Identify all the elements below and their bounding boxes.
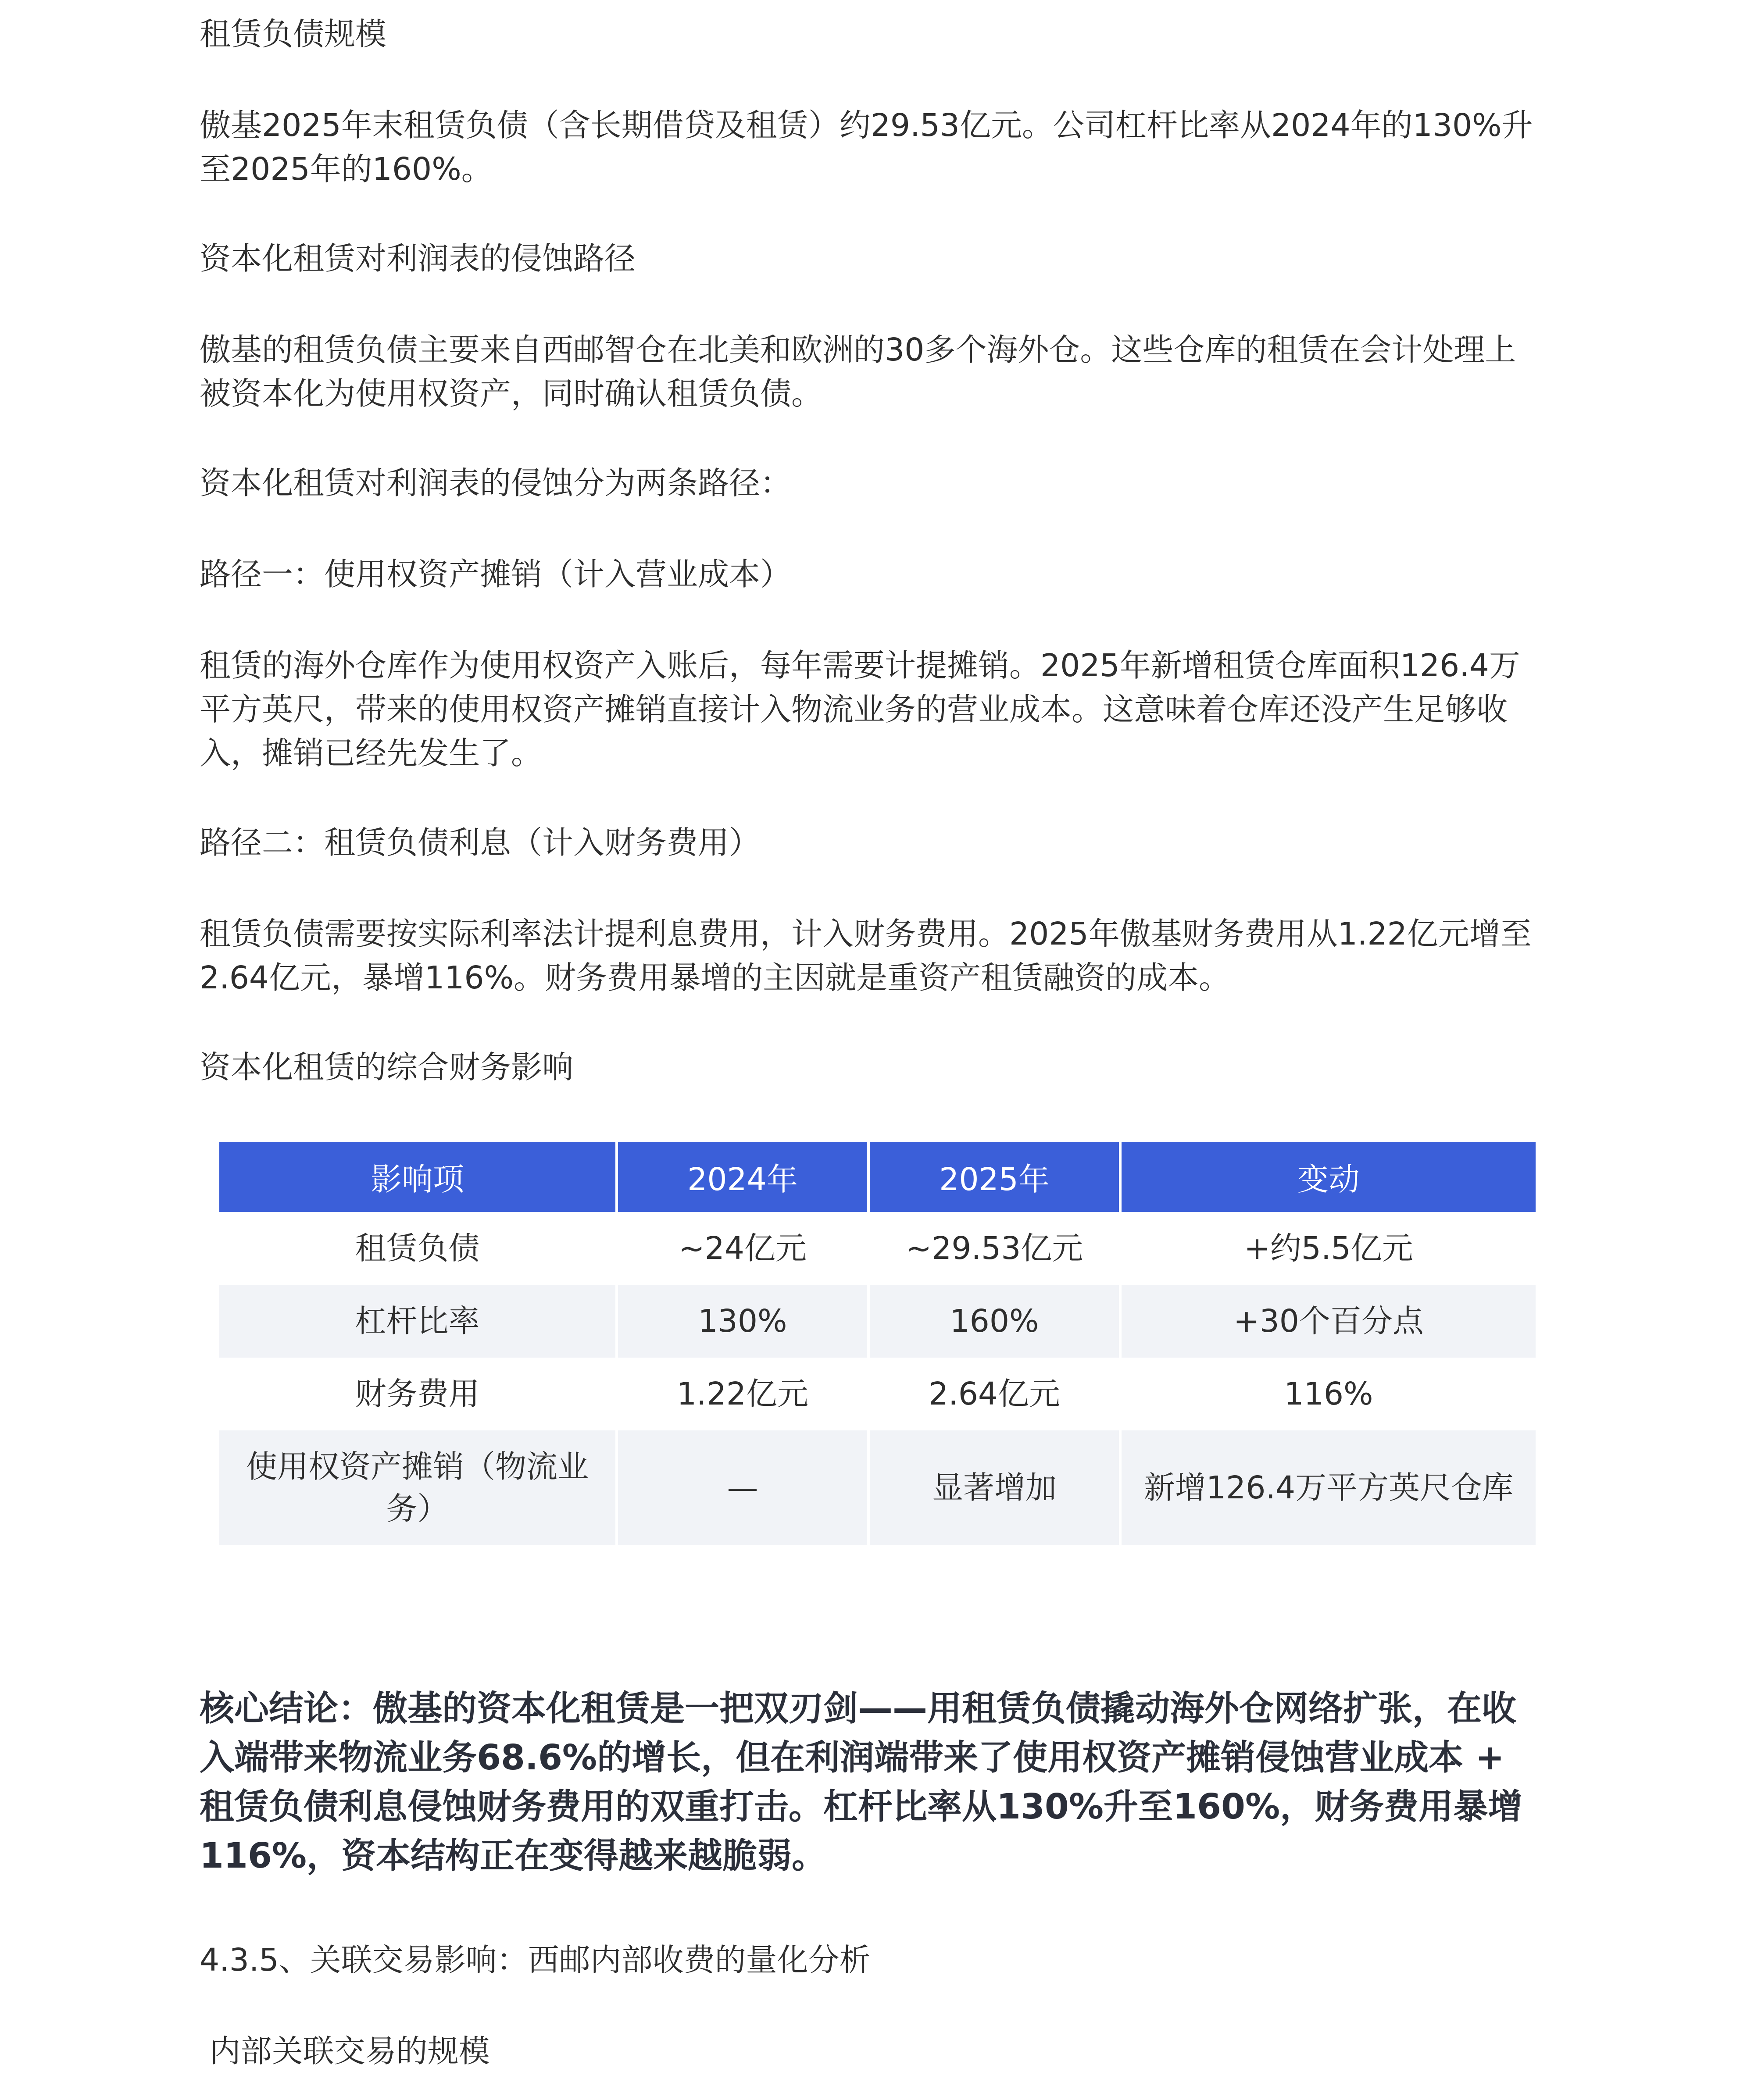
paragraph-lease-liability-amount: 傲基2025年末租赁负债（含长期借贷及租赁）约29.53亿元。公司杠杆比率从2024年的130%升至2025年的160%。 — [200, 107, 1533, 187]
heading-lease-liability-scale: 租赁负债规模 — [200, 16, 387, 52]
table-cell: 租赁负债 — [355, 1230, 480, 1266]
table-cell: +约5.5亿元 — [1244, 1230, 1413, 1266]
table-row — [219, 1430, 1536, 1545]
table-row — [219, 1358, 1536, 1430]
table-header-cell: 2024年 — [618, 1142, 867, 1212]
paragraph-lease-source: 傲基的租赁负债主要来自西邮智仓在北美和欧洲的30多个海外仓。这些仓库的租赁在会计处理上被资本化为使用权资产，同时确认租赁负债。 — [200, 332, 1516, 412]
section-heading: 4.3.5、关联交易影响：西邮内部收费的量化分析 — [200, 1942, 871, 1978]
core-conclusion: 核心结论：傲基的资本化租赁是一把双刃剑——用租赁负债撬动海外仓网络扩张，在收入端带来物流业务68.6%的增长，但在利润端带来了使用权资产摊销侵蚀营业成本 + 租赁负债利息侵蚀财务费用的双重打击。杠杆比率从130%升至160%，财务费用暴增116%，资本结构正在变得越来越脆弱。 — [200, 1688, 1523, 1876]
table-cell: 1.22亿元 — [676, 1376, 809, 1412]
table-cell: 使用权资产摊销（物流业务） — [219, 1430, 615, 1545]
table-header-cell: 影响项 — [219, 1142, 615, 1212]
table-row — [219, 1285, 1536, 1358]
table-cell: 130% — [618, 1285, 867, 1358]
table-cell: ~24亿元 — [679, 1230, 807, 1266]
table-cell: +30个百分点 — [1122, 1285, 1536, 1358]
table-cell: 116% — [1284, 1376, 1373, 1412]
heading-path-two: 路径二：租赁负债利息（计入财务费用） — [200, 824, 761, 861]
paragraph-two-paths: 资本化租赁对利润表的侵蚀分为两条路径： — [200, 465, 792, 501]
heading-erosion-path: 资本化租赁对利润表的侵蚀路径 — [200, 240, 636, 277]
table-cell: 2.64亿元 — [928, 1376, 1061, 1412]
table-cell: — — [618, 1430, 867, 1545]
financial-impact-table — [217, 1142, 1538, 1545]
table-row — [219, 1212, 1536, 1285]
table-cell: 160% — [870, 1285, 1119, 1358]
paragraph-path-two-detail: 租赁负债需要按实际利率法计提利息费用，计入财务费用。2025年傲基财务费用从1.22亿元增至2.64亿元，暴增116%。财务费用暴增的主因就是重资产租赁融资的成本。 — [200, 916, 1532, 996]
paragraph-path-one-detail: 租赁的海外仓库作为使用权资产入账后，每年需要计提摊销。2025年新增租赁仓库面积126.4万平方英尺，带来的使用权资产摊销直接计入物流业务的营业成本。这意味着仓库还没产生足够收入，摊销已经先发生了。 — [200, 647, 1520, 771]
table-header-cell: 2025年 — [870, 1142, 1119, 1212]
heading-financial-impact: 资本化租赁的综合财务影响 — [200, 1049, 574, 1085]
table-cell: 新增126.4万平方英尺仓库 — [1122, 1430, 1536, 1545]
table-cell: 显著增加 — [870, 1430, 1119, 1545]
table-header-row — [219, 1142, 1536, 1212]
table-cell: 杠杆比率 — [219, 1285, 615, 1358]
heading-path-one: 路径一：使用权资产摊销（计入营业成本） — [200, 556, 792, 592]
table-cell: ~29.53亿元 — [905, 1230, 1083, 1266]
subheading-related-transactions: 内部关联交易的规模 — [200, 2033, 490, 2069]
table-cell: 财务费用 — [355, 1376, 480, 1412]
table-header-cell: 变动 — [1122, 1142, 1536, 1212]
